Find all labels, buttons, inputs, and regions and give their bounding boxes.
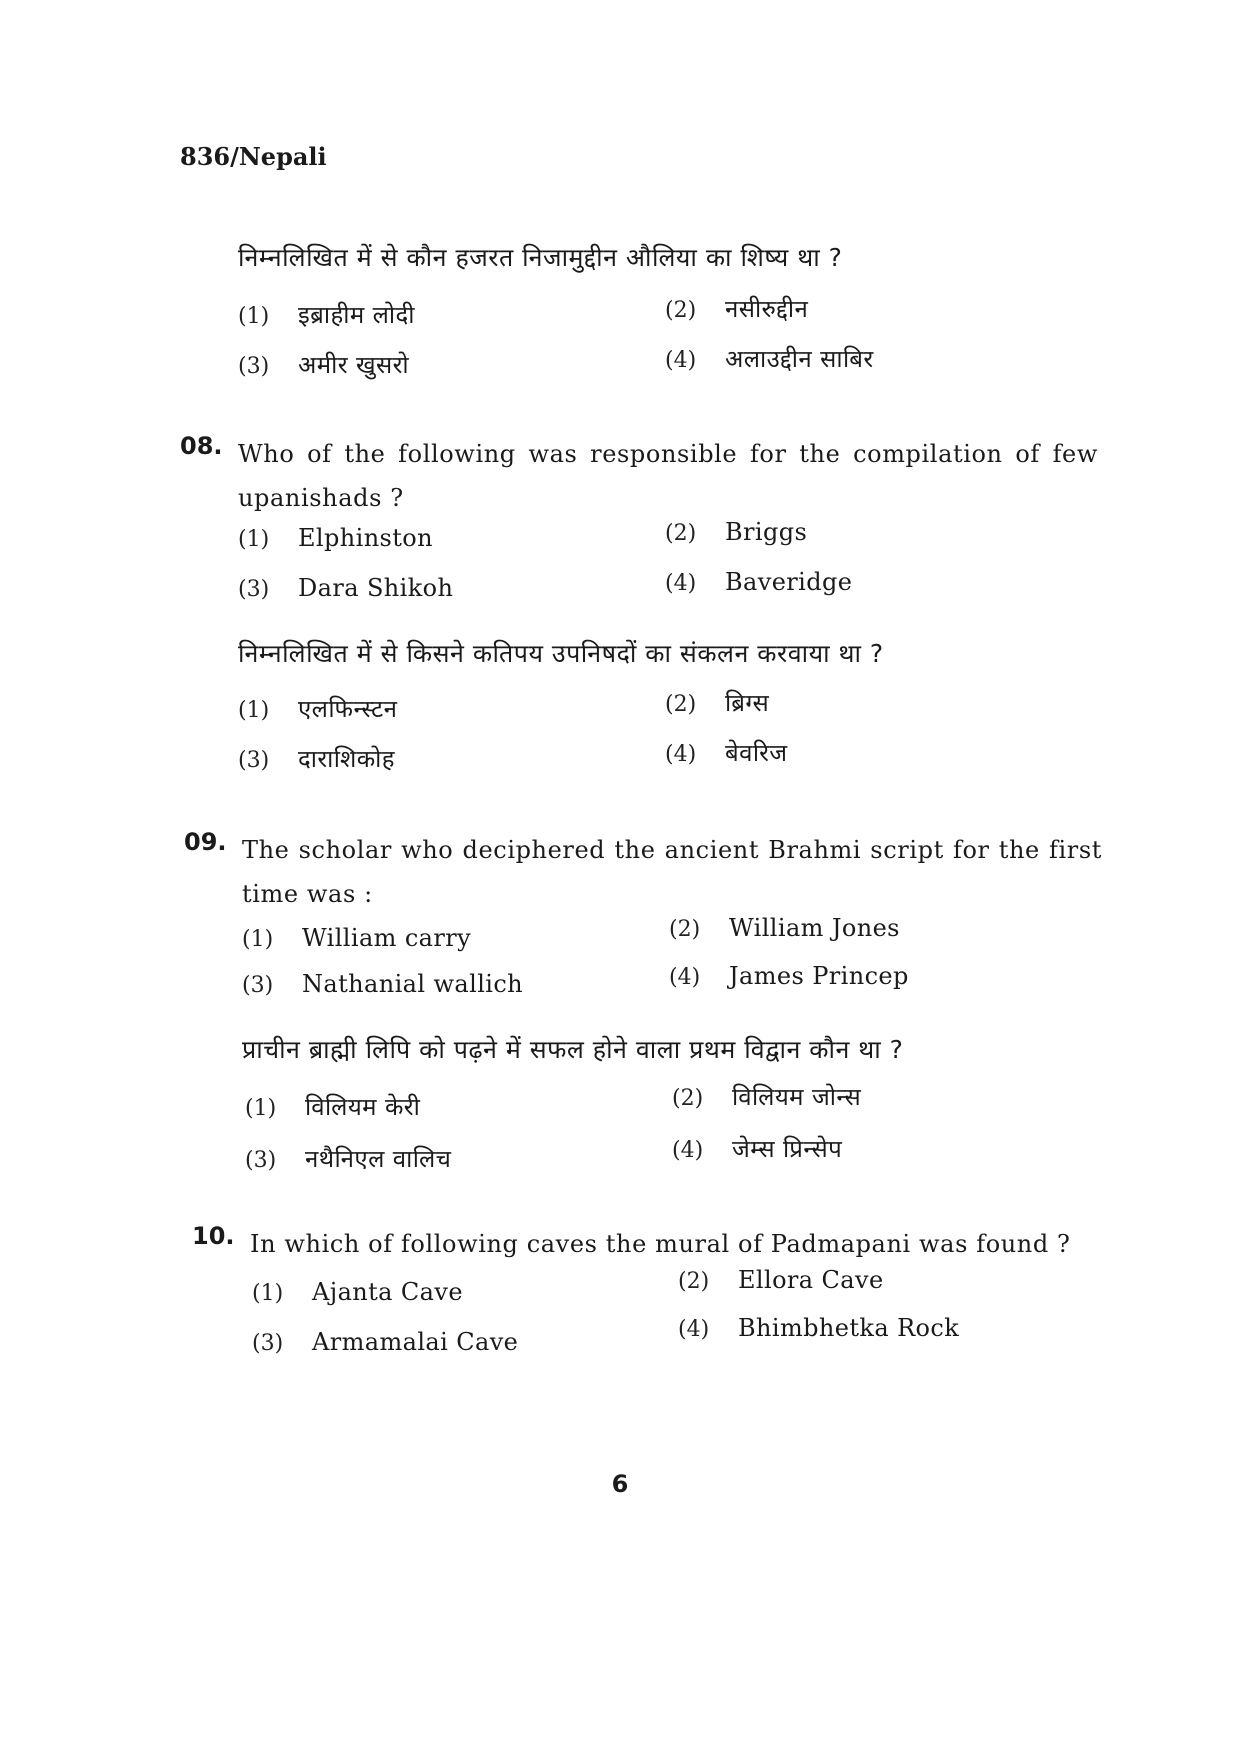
option-text: Bhimbhetka Rock — [738, 1314, 960, 1342]
option-number: (3) — [238, 748, 270, 773]
q08-option-3 — [238, 574, 453, 602]
question-text: The scholar who deciphered the ancient Brahmi script for the first time was : — [242, 836, 1102, 908]
page-number: 6 — [611, 1470, 629, 1498]
option-text: अलाउद्दीन साबिर — [725, 345, 874, 373]
option-number: (3) — [238, 354, 270, 379]
option-number: (3) — [242, 973, 274, 998]
q09-hindi-option-2 — [672, 1080, 861, 1113]
question-text: In which of following caves the mural of Padmapani was found ? — [250, 1230, 1071, 1258]
option-number: (1) — [238, 304, 270, 329]
option-number: (2) — [665, 692, 697, 717]
option-number: (1) — [245, 1096, 277, 1121]
q07-hindi-option-3 — [238, 348, 409, 381]
option-text: Nathanial wallich — [302, 970, 524, 998]
option-text: अमीर खुसरो — [298, 351, 410, 379]
option-text: Armamalai Cave — [312, 1328, 519, 1356]
option-text: एलफिन्स्टन — [298, 695, 398, 723]
option-text: दाराशिकोह — [298, 745, 395, 773]
q10-option-4 — [678, 1314, 959, 1342]
question-text: Who of the following was responsible for the compilation of few upanishads ? — [238, 440, 1098, 512]
option-number: (2) — [669, 917, 701, 942]
option-text: बेवरिज — [725, 739, 788, 767]
option-number: (1) — [252, 1281, 284, 1306]
option-number: (3) — [245, 1148, 277, 1173]
option-text: ब्रिग्स — [725, 689, 770, 717]
question-number: 10. — [192, 1222, 235, 1250]
q08-hindi-option-4 — [665, 736, 788, 769]
option-text: नथैनिएल वालिच — [305, 1145, 452, 1173]
option-text: William Jones — [729, 914, 900, 942]
option-text: Baveridge — [725, 568, 853, 596]
option-text: William carry — [302, 924, 472, 952]
q09-hindi-option-3 — [245, 1142, 451, 1175]
option-number: (4) — [672, 1138, 704, 1163]
option-number: (1) — [238, 527, 270, 552]
option-text: Dara Shikoh — [298, 574, 454, 602]
option-text: Briggs — [725, 518, 808, 546]
option-number: (4) — [665, 742, 697, 767]
option-text: Ajanta Cave — [312, 1278, 463, 1306]
q07-hindi-option-2 — [665, 292, 808, 325]
option-text: विलियम केरी — [305, 1093, 421, 1121]
option-number: (2) — [665, 298, 697, 323]
q09-hindi-question: प्राचीन ब्राह्मी लिपि को पढ़ने में सफल होने वाला प्रथम विद्वान कौन था ? — [242, 1035, 904, 1064]
option-number: (2) — [665, 521, 697, 546]
q09-option-4 — [669, 962, 909, 990]
q07-hindi-option-4 — [665, 342, 874, 375]
option-number: (2) — [678, 1269, 710, 1294]
q09-option-1 — [242, 924, 471, 952]
option-number: (4) — [665, 571, 697, 596]
q10-option-2 — [678, 1266, 884, 1294]
q10-option-1 — [252, 1278, 463, 1306]
q08-option-2 — [665, 518, 807, 546]
option-text: James Princep — [729, 962, 909, 990]
q09-hindi-option-1 — [245, 1090, 420, 1123]
option-number: (3) — [252, 1331, 284, 1356]
option-number: (3) — [238, 577, 270, 602]
q07-hindi-option-1 — [238, 298, 415, 331]
option-number: (1) — [242, 927, 274, 952]
option-text: विलियम जोन्स — [732, 1083, 862, 1111]
q09-option-3 — [242, 970, 523, 998]
q09-hindi-option-4 — [672, 1132, 842, 1165]
question-number: 08. — [180, 432, 223, 460]
q09-option-2 — [669, 914, 900, 942]
q08-hindi-question: निम्नलिखित में से किसने कतिपय उपनिषदों का संकलन करवाया था ? — [238, 639, 884, 668]
q08-hindi-option-3 — [238, 742, 395, 775]
option-number: (4) — [665, 348, 697, 373]
q08-hindi-option-2 — [665, 686, 769, 719]
option-number: (4) — [669, 965, 701, 990]
option-text: इब्राहीम लोदी — [298, 301, 415, 329]
paper-code: 836/Nepali — [180, 142, 327, 171]
q10-option-3 — [252, 1328, 518, 1356]
q08-option-4 — [665, 568, 852, 596]
q08-option-1 — [238, 524, 433, 552]
option-text: नसीरुद्दीन — [725, 295, 809, 323]
option-text: जेम्स प्रिन्सेप — [732, 1135, 843, 1163]
option-number: (2) — [672, 1086, 704, 1111]
option-text: Ellora Cave — [738, 1266, 884, 1294]
q08-hindi-option-1 — [238, 692, 397, 725]
question-number: 09. — [184, 828, 227, 856]
option-text: Elphinston — [298, 524, 434, 552]
option-number: (1) — [238, 698, 270, 723]
option-number: (4) — [678, 1317, 710, 1342]
q07-hindi-question: निम्नलिखित में से कौन हजरत निजामुद्दीन औलिया का शिष्य था ? — [238, 243, 843, 272]
